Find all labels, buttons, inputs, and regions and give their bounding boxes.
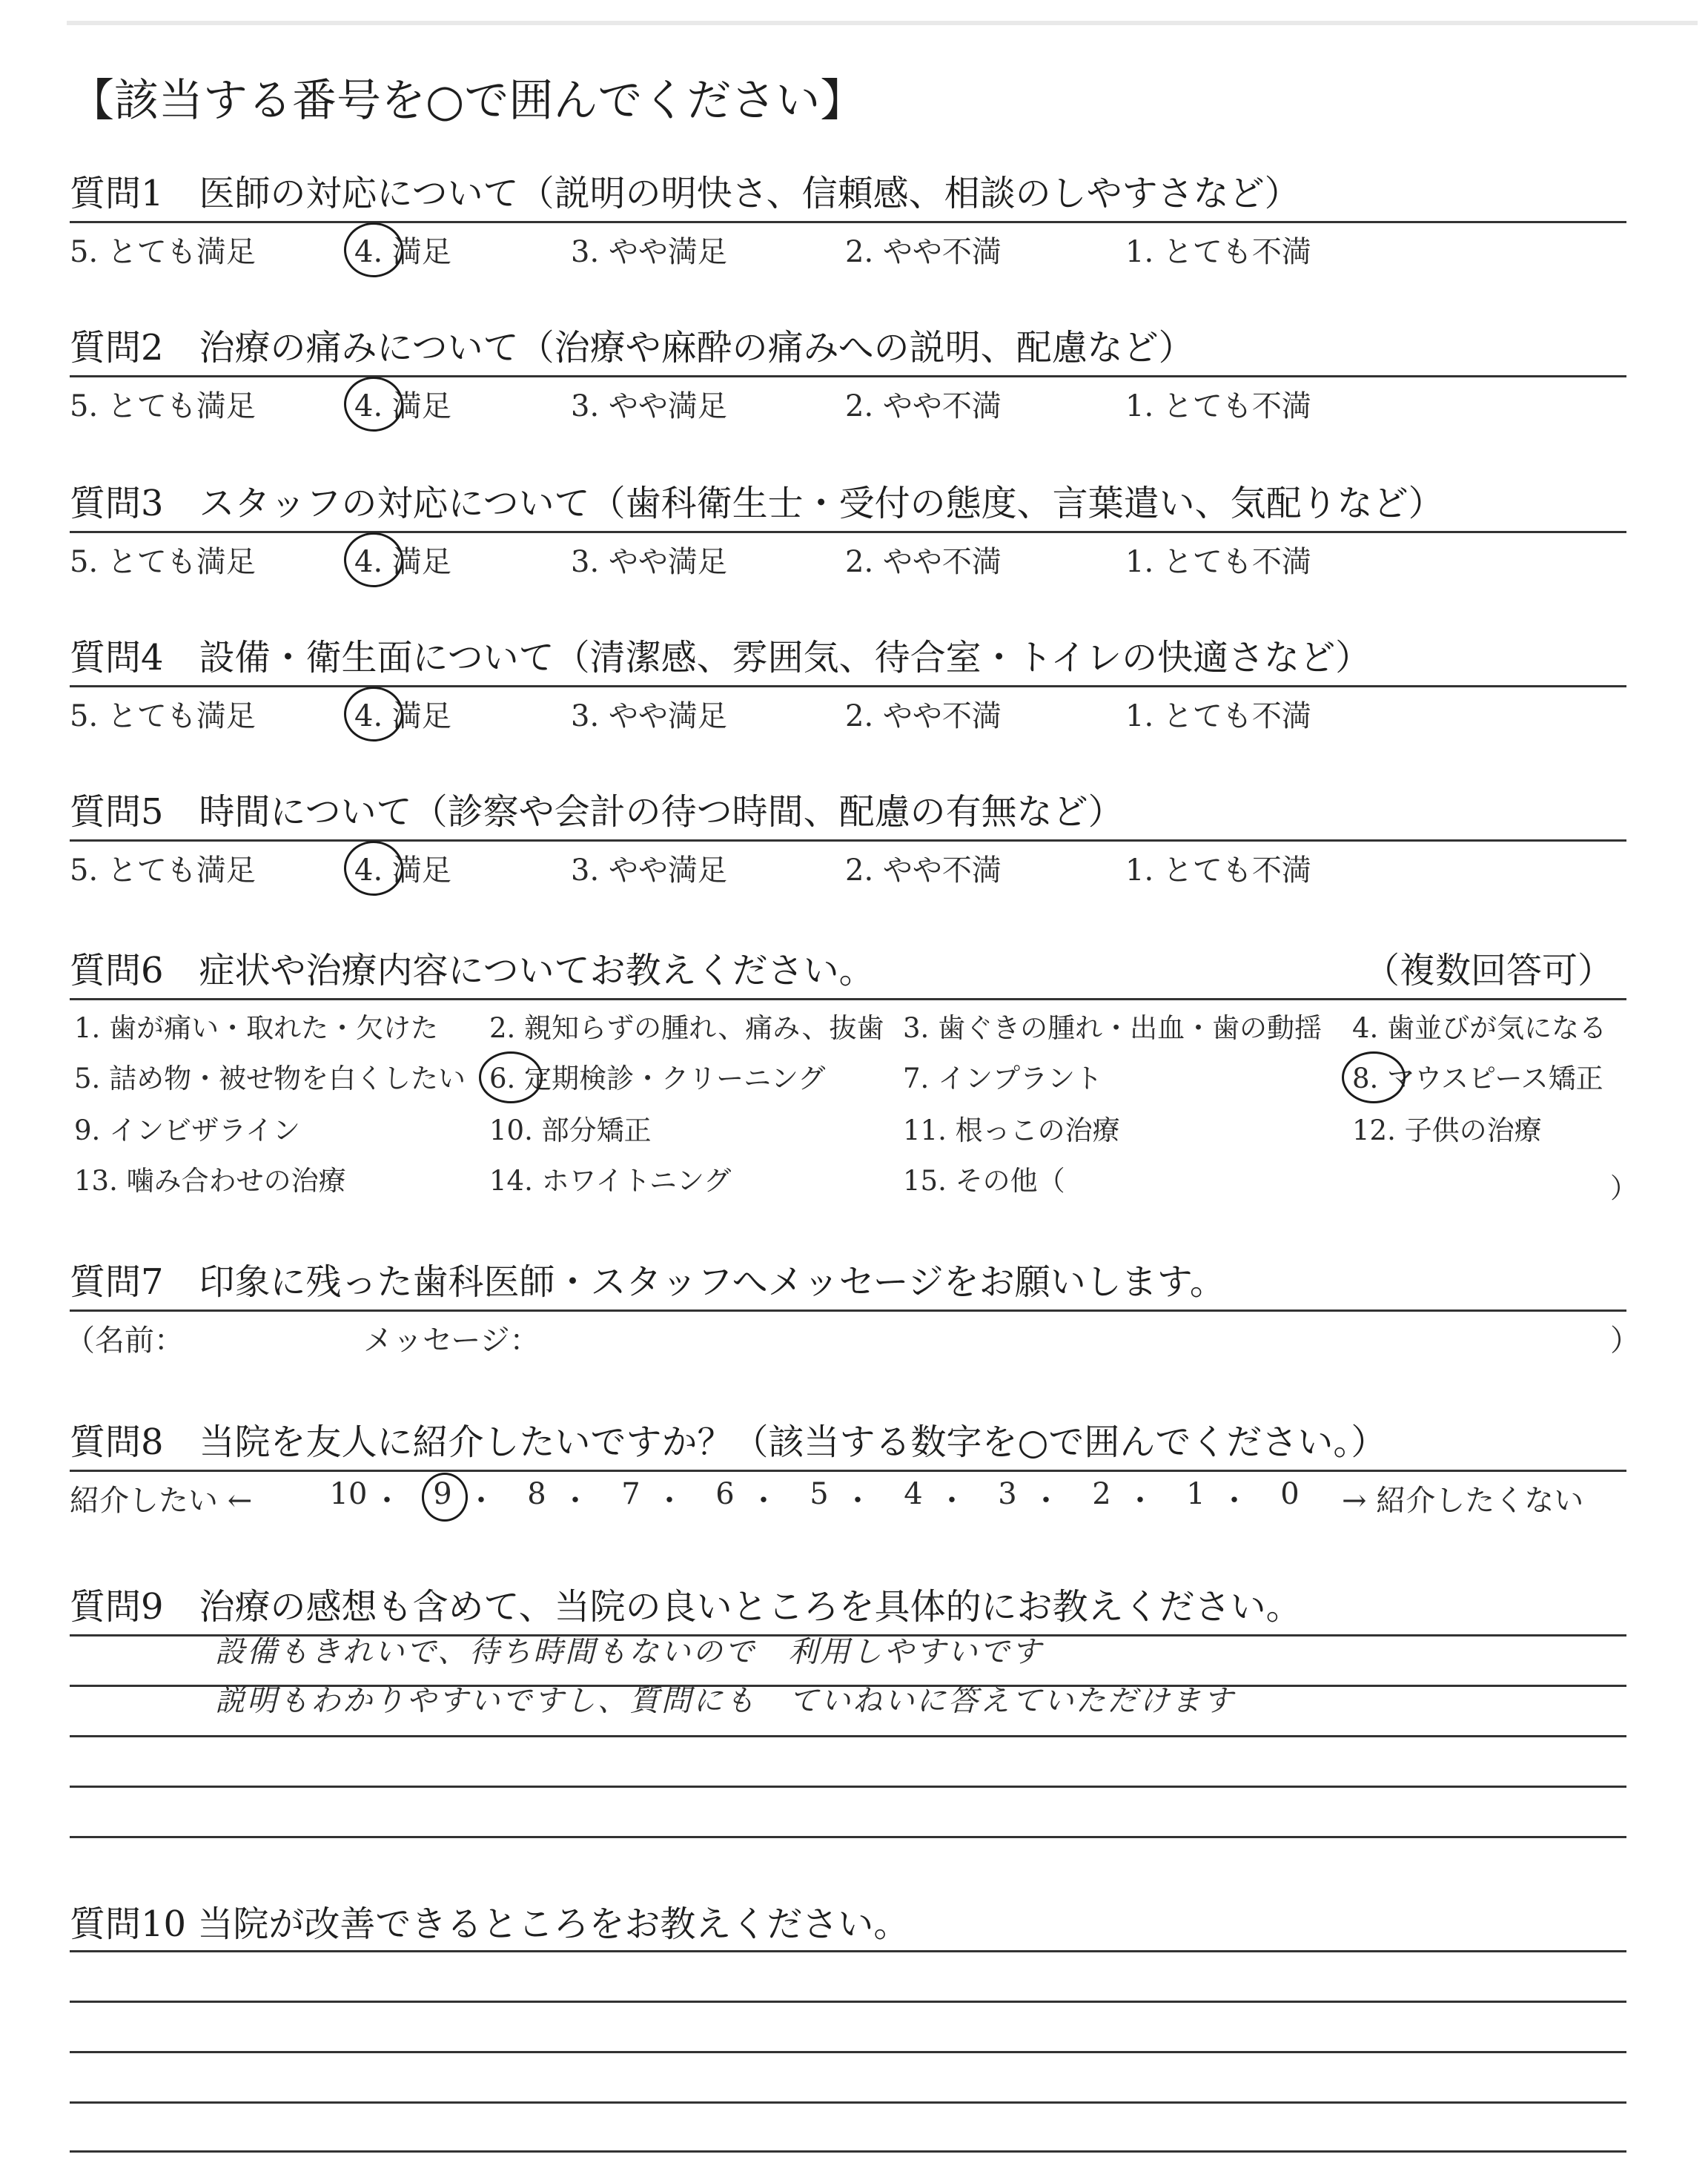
q1-option-somewhat-satisfied[interactable]: 3. やや満足: [571, 235, 727, 269]
q6-option-9[interactable]: 9. インビザライン: [74, 1114, 300, 1146]
q7-message-label: メッセージ：: [363, 1324, 540, 1358]
q8-scale-1[interactable]: 1: [1186, 1477, 1205, 1511]
q7-title: 質問7 印象に残った歯科医師・スタッフへメッセージをお願いします。: [70, 1261, 1225, 1303]
q4-option-very-dissatisfied[interactable]: 1. とても不満: [1125, 699, 1311, 733]
q2-option-somewhat-satisfied[interactable]: 3. やや満足: [571, 389, 727, 423]
q1-answer-circle: [344, 222, 403, 277]
q6-option-14[interactable]: 14. ホワイトニング: [489, 1165, 732, 1197]
q9-answer-line-2: 説明もわかりやすいですし、質問にも ていねいに答えていただけます: [215, 1684, 1235, 1718]
q2-option-satisfied[interactable]: 4. 満足: [354, 389, 451, 423]
q1-rule: [70, 221, 1626, 223]
q3-option-very-dissatisfied[interactable]: 1. とても不満: [1125, 545, 1311, 579]
q6-option-6[interactable]: 6. 定期検診・クリーニング: [489, 1063, 826, 1094]
q6-option-4[interactable]: 4. 歯並びが気になる: [1352, 1012, 1607, 1044]
q8-separator: ・: [466, 1484, 496, 1518]
q8-scale-3[interactable]: 3: [998, 1477, 1017, 1511]
q10-rule-2: [70, 2001, 1626, 2003]
q8-separator: ・: [937, 1484, 967, 1518]
page-heading: 【該当する番号を○で囲んでください】: [70, 75, 865, 127]
q8-scale-5[interactable]: 5: [810, 1477, 829, 1511]
q8-separator: ・: [843, 1484, 873, 1518]
q3-rule: [70, 531, 1626, 533]
q8-title: 質問8 当院を友人に紹介したいですか？（該当する数字を○で囲んでください。）: [70, 1421, 1387, 1463]
q8-scale-0[interactable]: 0: [1280, 1477, 1300, 1511]
q8-rule: [70, 1470, 1626, 1472]
q2-rule: [70, 375, 1626, 377]
q5-option-somewhat-satisfied[interactable]: 3. やや満足: [571, 853, 727, 888]
q5-title: 質問5 時間について（診察や会計の待つ時間、配慮の有無など）: [70, 791, 1124, 833]
q9-rule-5: [70, 1836, 1626, 1838]
q8-separator: ・: [372, 1484, 402, 1518]
q2-answer-circle: [344, 377, 403, 432]
q2-title: 質問2 治療の痛みについて（治療や麻酔の痛みへの説明、配慮など）: [70, 327, 1194, 369]
q5-option-somewhat-dissatisfied[interactable]: 2. やや不満: [845, 853, 1002, 888]
q8-scale-4[interactable]: 4: [904, 1477, 923, 1511]
q8-scale-9[interactable]: 9: [433, 1477, 452, 1511]
q1-option-somewhat-dissatisfied[interactable]: 2. やや不満: [845, 235, 1002, 269]
q3-answer-circle: [344, 532, 403, 587]
q6-option-1[interactable]: 1. 歯が痛い・取れた・欠けた: [74, 1012, 439, 1044]
q4-title: 質問4 設備・衛生面について（清潔感、雰囲気、待合室・トイレの快適さなど）: [70, 637, 1371, 678]
q2-option-somewhat-dissatisfied[interactable]: 2. やや不満: [845, 389, 1002, 423]
q8-separator: ・: [560, 1484, 590, 1518]
q4-answer-circle: [344, 687, 403, 742]
q1-option-very-dissatisfied[interactable]: 1. とても不満: [1125, 235, 1311, 269]
q8-scale-6[interactable]: 6: [715, 1477, 735, 1511]
q8-left-label: 紹介したい ←: [70, 1484, 253, 1518]
q10-rule-1: [70, 1950, 1626, 1952]
q6-other-close: ）: [1610, 1172, 1638, 1204]
q8-separator: ・: [1031, 1484, 1061, 1518]
q5-option-very-dissatisfied[interactable]: 1. とても不満: [1125, 853, 1311, 888]
q6-option-11[interactable]: 11. 根っこの治療: [903, 1114, 1120, 1146]
q3-option-somewhat-satisfied[interactable]: 3. やや満足: [571, 545, 727, 579]
q8-scale-2[interactable]: 2: [1092, 1477, 1111, 1511]
q3-option-very-satisfied[interactable]: 5. とても満足: [70, 545, 256, 579]
q6-option-13[interactable]: 13. 噛み合わせの治療: [74, 1165, 346, 1197]
q10-rule-5: [70, 2150, 1626, 2153]
q6-option-3[interactable]: 3. 歯ぐきの腫れ・出血・歯の動揺: [903, 1012, 1323, 1044]
q6-option-12[interactable]: 12. 子供の治療: [1352, 1114, 1542, 1146]
q1-option-satisfied[interactable]: 4. 満足: [354, 235, 451, 269]
q9-rule-3: [70, 1735, 1626, 1737]
q8-answer-circle: [422, 1473, 468, 1522]
q3-title: 質問3 スタッフの対応について（歯科衛生士・受付の態度、言葉遣い、気配りなど）: [70, 483, 1444, 524]
q6-answer-circle-6: [479, 1051, 543, 1103]
q9-title: 質問9 治療の感想も含めて、当院の良いところを具体的にお教えください。: [70, 1586, 1302, 1628]
q8-separator: ・: [655, 1484, 684, 1518]
q6-option-10[interactable]: 10. 部分矯正: [489, 1114, 652, 1146]
q6-answer-circle-8: [1342, 1051, 1406, 1103]
q4-option-satisfied[interactable]: 4. 満足: [354, 699, 451, 733]
q3-option-satisfied[interactable]: 4. 満足: [354, 545, 451, 579]
q10-rule-3: [70, 2051, 1626, 2053]
q4-option-very-satisfied[interactable]: 5. とても満足: [70, 699, 256, 733]
q9-rule-4: [70, 1786, 1626, 1788]
q5-option-very-satisfied[interactable]: 5. とても満足: [70, 853, 256, 888]
q3-option-somewhat-dissatisfied[interactable]: 2. やや不満: [845, 545, 1002, 579]
scan-top-edge: [67, 21, 1698, 25]
q6-option-2[interactable]: 2. 親知らずの腫れ、痛み、抜歯: [489, 1012, 884, 1044]
q6-note: （複数回答可）: [1364, 950, 1614, 991]
q5-rule: [70, 839, 1626, 842]
q6-rule: [70, 998, 1626, 1000]
q8-separator: ・: [1219, 1484, 1249, 1518]
q10-title: 質問10 当院が改善できるところをお教えください。: [70, 1903, 910, 1945]
q9-answer-line-1: 設備もきれいで、待ち時間もないので 利用しやすいです: [215, 1635, 1044, 1669]
q7-close: ）: [1610, 1324, 1640, 1358]
q5-option-satisfied[interactable]: 4. 満足: [354, 853, 451, 888]
q6-title: 質問6 症状や治療内容についてお教えください。: [70, 950, 875, 991]
q8-scale-8[interactable]: 8: [527, 1477, 546, 1511]
q4-rule: [70, 685, 1626, 687]
q1-title: 質問1 医師の対応について（説明の明快さ、信頼感、相談のしやすさなど）: [70, 173, 1300, 214]
q4-option-somewhat-satisfied[interactable]: 3. やや満足: [571, 699, 727, 733]
q10-rule-4: [70, 2101, 1626, 2104]
q2-option-very-satisfied[interactable]: 5. とても満足: [70, 389, 256, 423]
q6-option-15[interactable]: 15. その他（: [903, 1165, 1065, 1197]
q1-option-very-satisfied[interactable]: 5. とても満足: [70, 235, 256, 269]
q8-separator: ・: [1125, 1484, 1155, 1518]
q4-option-somewhat-dissatisfied[interactable]: 2. やや不満: [845, 699, 1002, 733]
q8-scale-7[interactable]: 7: [621, 1477, 640, 1511]
q6-option-8[interactable]: 8. マウスピース矯正: [1352, 1063, 1603, 1094]
q7-name-label: （名前：: [65, 1324, 184, 1358]
q5-answer-circle: [344, 841, 403, 896]
q8-scale-10[interactable]: 10: [329, 1477, 368, 1511]
q7-rule: [70, 1309, 1626, 1312]
q6-option-7[interactable]: 7. インプラント: [903, 1063, 1103, 1094]
q8-separator: ・: [749, 1484, 778, 1518]
q2-option-very-dissatisfied[interactable]: 1. とても不満: [1125, 389, 1311, 423]
q8-right-label: → 紹介したくない: [1342, 1484, 1584, 1518]
q6-option-5[interactable]: 5. 詰め物・被せ物を白くしたい: [74, 1063, 466, 1094]
